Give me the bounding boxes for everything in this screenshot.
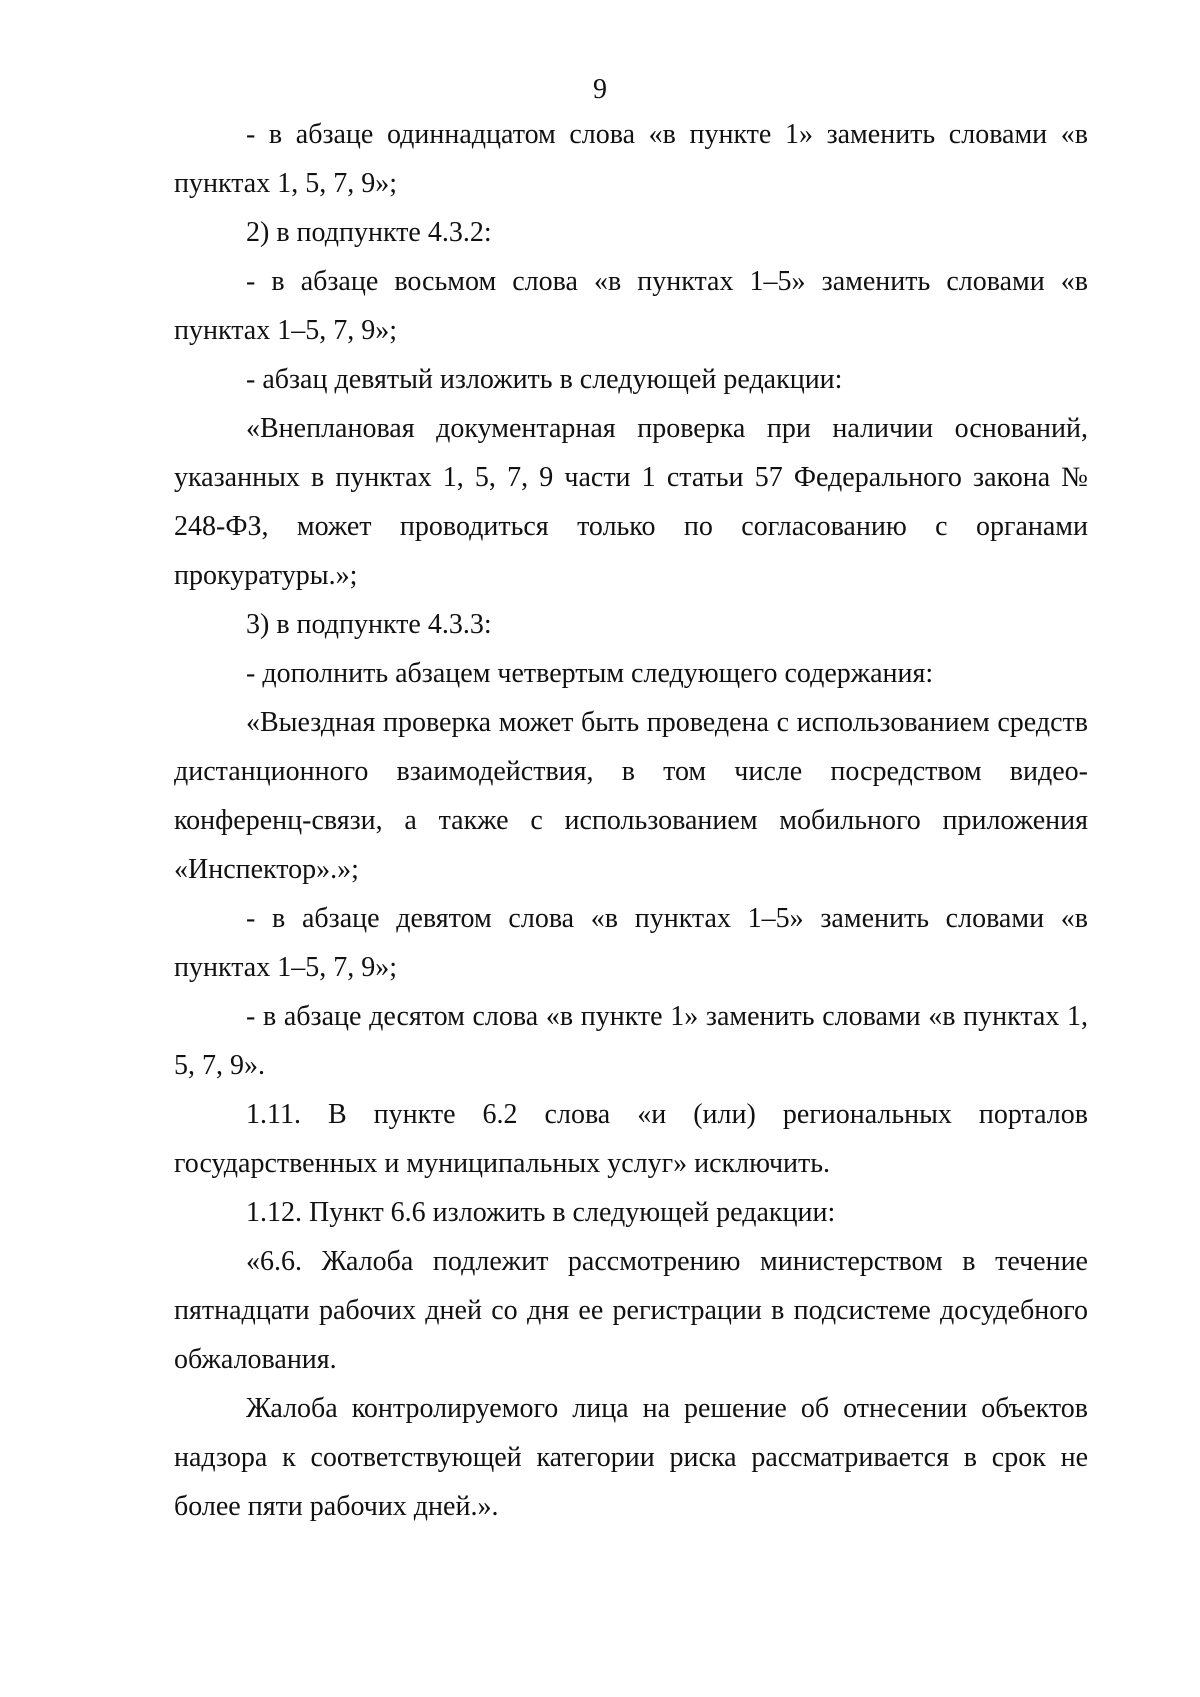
paragraph-6: 3) в подпункте 4.3.3: xyxy=(246,609,492,640)
paragraph-13: «6.6. Жалоба подлежит рассмотрению министерством в течение пятнадцати рабочих дней со дня ее регистрации в подсистеме досудебного обжалования. xyxy=(174,1246,1088,1375)
paragraph-5: «Внеплановая документарная проверка при наличии оснований, указанных в пунктах 1, 5, 7, 9 части 1 статьи 57 Федерального закона № 248-ФЗ, может проводиться только по согласованию с органами прокуратуры.»; xyxy=(174,413,1088,591)
paragraph-1: - в абзаце одиннадцатом слова «в пункте 1» заменить словами «в пунктах 1, 5, 7, 9»; xyxy=(174,119,1088,199)
document-body xyxy=(174,110,1088,1531)
paragraph-8: «Выездная проверка может быть проведена с использованием средств дистанционного взаимодействия, в том числе посредством видео-конференц-связи, а также с использованием мобильного приложения «Инспектор».»; xyxy=(174,707,1088,885)
paragraph-9: - в абзаце девятом слова «в пунктах 1–5» заменить словами «в пунктах 1–5, 7, 9»; xyxy=(174,903,1088,983)
paragraph-14: Жалоба контролируемого лица на решение об отнесении объектов надзора к соответствующей категории риска рассматривается в срок не более пяти рабочих дней.». xyxy=(174,1393,1088,1522)
paragraph-4: - абзац девятый изложить в следующей редакции: xyxy=(246,364,843,395)
paragraph-2: 2) в подпункте 4.3.2: xyxy=(246,217,492,248)
paragraph-12: 1.12. Пункт 6.6 изложить в следующей редакции: xyxy=(246,1197,836,1228)
paragraph-10: - в абзаце десятом слова «в пункте 1» заменить словами «в пунктах 1, 5, 7, 9». xyxy=(174,1001,1088,1081)
page-number: 9 xyxy=(593,74,607,105)
paragraph-7: - дополнить абзацем четвертым следующего содержания: xyxy=(246,658,934,689)
paragraph-3: - в абзаце восьмом слова «в пунктах 1–5» заменить словами «в пунктах 1–5, 7, 9»; xyxy=(174,266,1088,346)
paragraph-11: 1.11. В пункте 6.2 слова «и (или) региональных порталов государственных и муниципальных услуг» исключить. xyxy=(174,1099,1088,1179)
